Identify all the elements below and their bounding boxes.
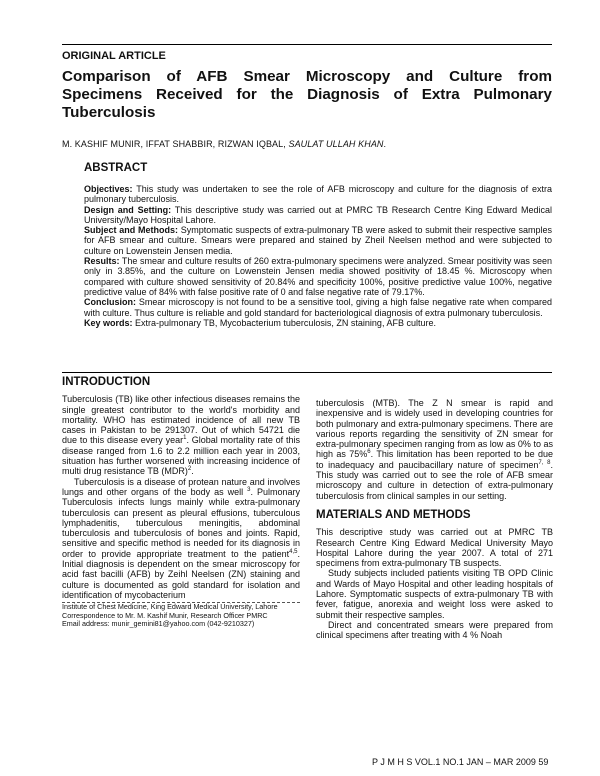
methods-paragraph-3: Direct and concentrated smears were prepared from clinical specimens after treating with 4 % Noah [316,619,553,641]
intro-paragraph-2: Tuberculosis is a disease of protean nature and involves lungs and other organs of the body as well $^3$. Pulmonary Tuberculosis infects lungs mainly while extra-pulmonary tuberculosis can present as pleural effusions, tuberculous lymphadenitis, tuberculous meningitis, abdominal tuberculosis and tuberculosis of bones and joints. Rapid, sensitive and specific method is needed for its diagnosis in order to provide appropriate treatment to the patient$^{4,5}$. Initial diagnosis is dependent on the smear microscopy for acid fast bacilli (AFB) by Zeihl Neelsen (ZN) staining and culture is documented as gold standard for isolation and identification of mycobacterium [62,476,300,600]
abstract-design: Design and Setting: This descriptive study was carried out at PMRC TB Research Centre King Edward Medical University/Mayo Hospital Lahore. [84,204,552,225]
article-title: Comparison of AFB Smear Microscopy and Culture from Specimens Received for the Diagnosis of Extra Pulmonary Tuberculosis [62,68,552,121]
methods-heading: MATERIALS AND METHODS [316,508,471,521]
abstract-keywords: Key words: Extra-pulmonary TB, Mycobacterium tuberculosis, ZN staining, AFB culture. [84,317,436,328]
intro-paragraph-3: tuberculosis (MTB). The Z N smear is rapid and inexpensive and is widely used in developing countries for both pulmonary and extra-pulmonary specimens. There are various reports regarding the sensitivity of ZN smear for extra-pulmonary specimen ranging from as low as 0% to as high as 75%$^6$. This limitation has been reported to be due to inadequacy and paucibacillary nature of specimen$^{7, 8}$. This study was carried out to see the role of AFB smear microscopy and culture in detection of extra-pulmonary tuberculosis from clinical samples in our setting. [316,398,553,501]
right-column [316,398,553,641]
introduction-heading: INTRODUCTION [62,376,151,388]
authors-corresponding: SAULAT ULLAH KHAN [288,139,384,149]
top-rule [62,44,552,45]
intro-paragraph-1: Tuberculosis (TB) like other infectious diseases remains the single greatest contributor to the world's morbidity and mortality. WHO has estimated incidence of all new TB cases in Pakistan to be 291307. Out of which 54721 die due to this disease every year$^1$. Global mortality rate of this disease ranged from 1.6 to 2.2 million each year in 2003, situation has further worsened with increasing incidence of multi drug resistance TB (MDR)$^2$. [62,394,300,477]
methods-paragraph-1: This descriptive study was carried out at PMRC TB Research Centre King Edward Medical University Mayo Hospital Lahore during the year 2007. A total of 271 specimens from extra-pulmonary TB suspects. [316,527,553,569]
authors-end: . [383,139,387,149]
abstract-heading: ABSTRACT [84,162,148,174]
methods-paragraph-2: Study subjects included patients visiting TB OPD Clinic and Wards of Mayo Hospital and other leading hospitals of Lahore. Symptomatic suspects of extra-pulmonary TB with fever, fatigue, anorexia and weight loss were asked to submit their respective samples. [316,568,553,620]
footnote-email: Email address: munir_gemini81@yahoo.com (042-9210327) [62,619,255,629]
authors-main: M. KASHIF MUNIR, IFFAT SHABBIR, RIZWAN IQBAL, [62,139,289,149]
left-column [62,377,300,629]
abstract-objectives: Objectives: This study was undertaken to see the role of AFB microscopy and culture for the diagnosis of extra pulmonary tuberculosis. [84,184,552,205]
author-list [62,139,386,149]
abstract-subject: Subject and Methods: Symptomatic suspects of extra-pulmonary TB were asked to submit their respective samples for AFB smear and culture. Smears were prepared and stained by Zheil Neelsen method and were subjected to culture on Lowenstein Jensen media. [84,225,552,256]
article-type-label: ORIGINAL ARTICLE [62,50,166,62]
footnote-affiliation: Institute of Chest Medicine, King Edward Medical University, Lahore [62,602,278,612]
abstract-conclusion: Conclusion: Smear microscopy is not found to be a sensitive tool, giving a high false negative rate when compared with culture. Thus culture is reliable and gold standard for bacteriological diagnosis of extra pulmonary tuberculosis. [84,297,552,318]
abstract-body [84,184,552,328]
page-footer: P J M H S VOL.1 NO.1 JAN – MAR 2009 59 [372,757,549,767]
footnote-correspondence: Correspondence to Mr. M. Kashif Munir, Research Officer PMRC [62,610,268,620]
abstract-results: Results: The smear and culture results of 260 extra-pulmonary specimens were analyzed. Smear positivity was seen only in 3.85%, and the culture on Lowenstein Jensen media showed positivity of 18.45 %. Microscopy when compared with culture showed sensitivity of 20.84% and specificity 100%, positive predictive value 100%, negative predictive value of 84% with false positive rate of 0 and false negative rate of 79.17%. [84,256,552,297]
abstract-rule [62,372,552,373]
